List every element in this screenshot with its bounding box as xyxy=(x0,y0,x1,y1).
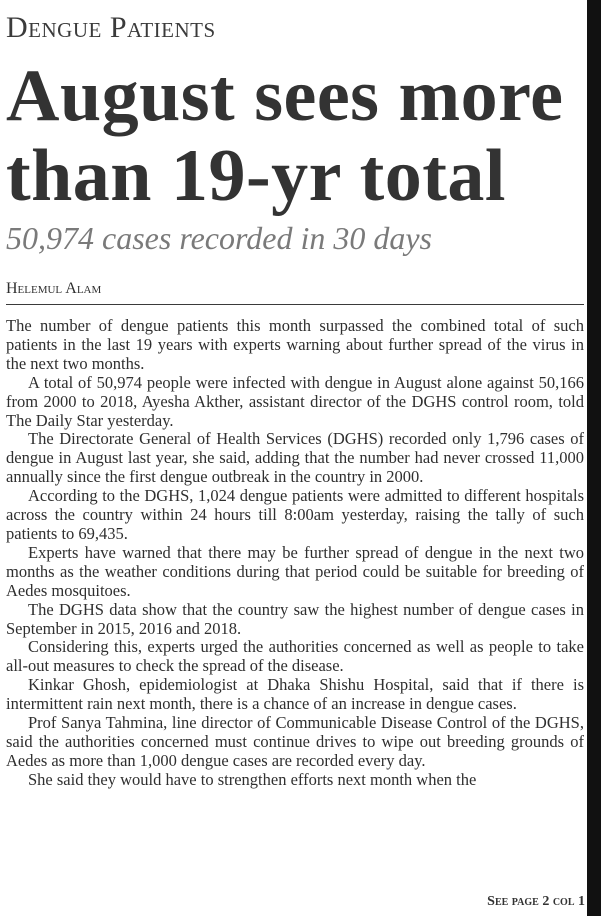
paragraph: The Directorate General of Health Services (DGHS) recorded only 1,796 cases of dengue in August last year, she said, adding that the number had never crossed 11,000 annually since the first dengue outbreak in the country in 2000. xyxy=(6,429,584,487)
paragraph: She said they would have to strengthen efforts next month when the xyxy=(28,769,477,789)
article-body xyxy=(6,317,584,790)
continuation-note[interactable]: See page 2 col 1 xyxy=(487,894,585,909)
byline: Helemul Alam xyxy=(6,280,584,305)
subheadline: 50,974 cases recorded in 30 days xyxy=(6,220,432,256)
right-edge-bar xyxy=(587,0,601,916)
news-article xyxy=(6,0,584,790)
paragraph: The number of dengue patients this month surpassed the combined total of such patients in the last 19 years with experts warning about further spread of the virus in the next two months. xyxy=(6,316,584,373)
paragraph: Prof Sanya Tahmina, line director of Communicable Disease Control of the DGHS, said the authorities concerned must continue drives to wipe out breeding grounds of Aedes as more than 1,000 dengue cases are recorded every day. xyxy=(6,713,584,770)
paragraph: A total of 50,974 people were infected with dengue in August alone against 50,166 from 2000 to 2018, Ayesha Akther, assistant director of the DGHS control room, told The Daily Star yesterday. xyxy=(6,372,584,430)
paragraph: Kinkar Ghosh, epidemiologist at Dhaka Shishu Hospital, said that if there is intermittent rain next month, there is a chance of an increase in dengue cases. xyxy=(6,675,584,714)
paragraph: Considering this, experts urged the authorities concerned as well as people to take all-out measures to check the spread of the disease. xyxy=(6,637,584,676)
paragraph: The DGHS data show that the country saw the highest number of dengue cases in September in 2015, 2016 and 2018. xyxy=(6,599,584,638)
paragraph: Experts have warned that there may be further spread of dengue in the next two months as the weather conditions during that period could be suitable for breeding of Aedes mosquitoes. xyxy=(6,542,584,600)
section-kicker: Dengue Patients xyxy=(6,11,216,44)
headline: August sees more than 19-yr total xyxy=(6,55,564,217)
paragraph: According to the DGHS, 1,024 dengue patients were admitted to different hospitals across the country within 24 hours till 8:00am yesterday, raising the tally of such patients to 69,435. xyxy=(6,486,584,543)
